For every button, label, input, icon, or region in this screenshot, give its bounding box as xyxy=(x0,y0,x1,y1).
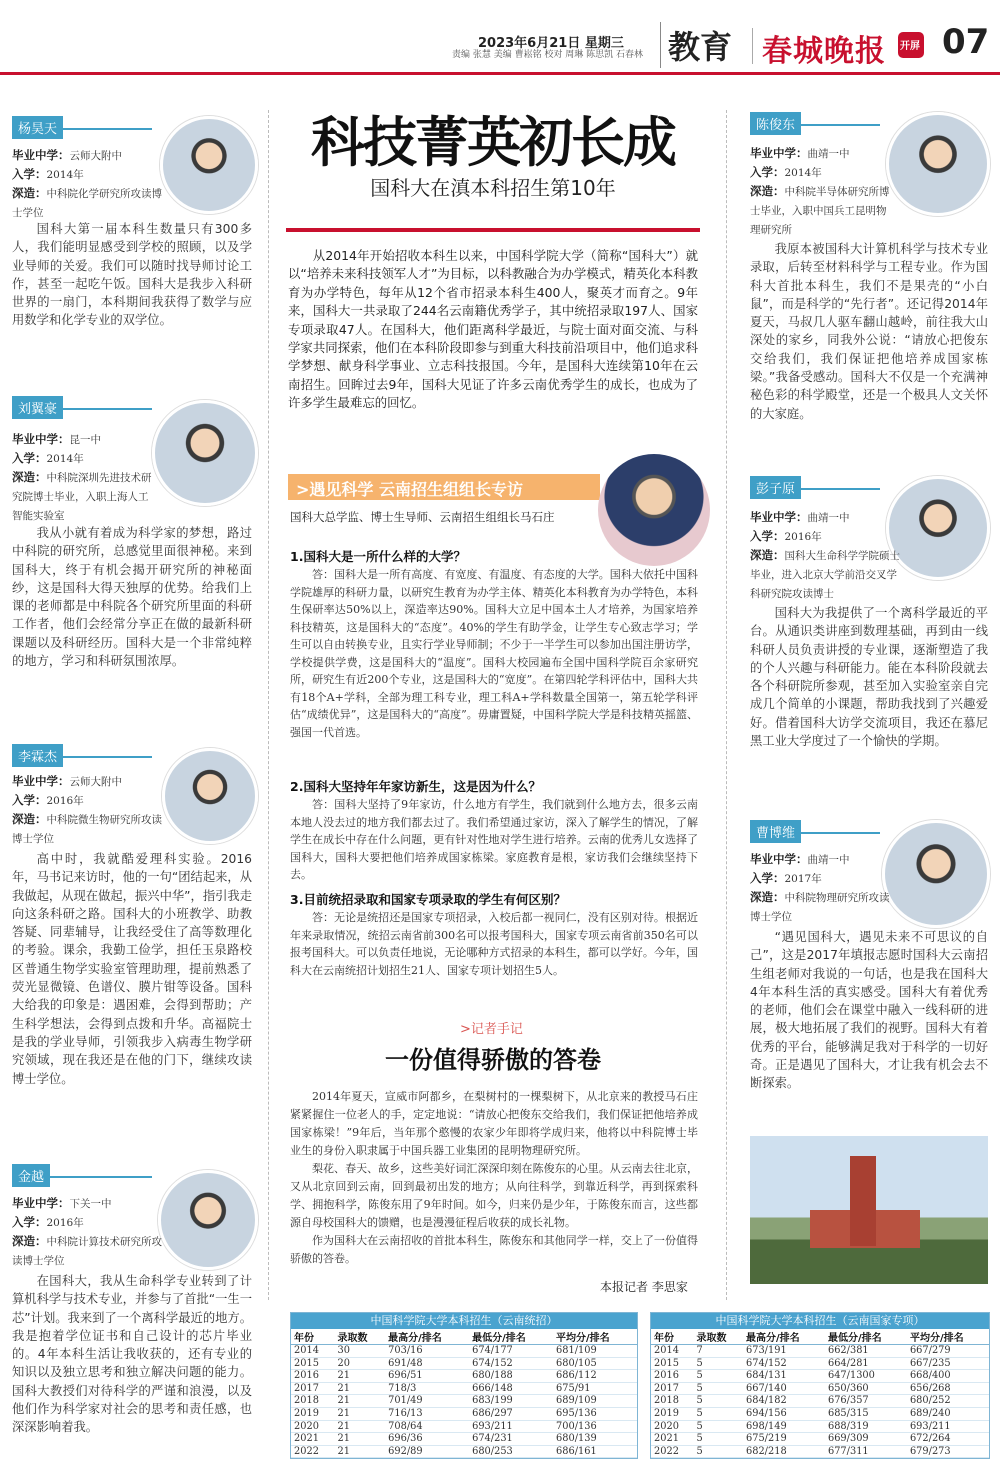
student-quote: 国科大为我提供了一个离科学最近的平台。从通识类讲座到数理基础，再到由一线科研人员负责讲授的专业课，逐渐塑造了我的个人兴趣与科研能力。能在本科阶段就去各个科研院所参观，甚至加入实验室亲自完成几个简单的小课题，帮助我找到了兴趣爱好。借着国科大访学交流项目，我还在慕尼黑工业大学度过了一个愉快的学期。 xyxy=(750,606,988,749)
table-row xyxy=(651,1357,989,1370)
year-label: 入学： xyxy=(750,165,785,179)
sub-headline: 国科大在滇本科招生第10年 xyxy=(370,176,616,200)
year-label: 入学： xyxy=(750,529,785,543)
student-card xyxy=(750,820,990,1110)
table-cell: 2016 xyxy=(651,1370,694,1383)
study-value: 国科大生命科学学院硕士毕业，进入北京大学前沿交叉学科研究院攻读博士 xyxy=(750,550,900,600)
column-rule xyxy=(268,110,269,1300)
table-cell: 650/360 xyxy=(825,1382,907,1395)
table-cell: 693/211 xyxy=(469,1420,553,1433)
student-avatar xyxy=(886,476,990,580)
table-cell: 2019 xyxy=(291,1407,335,1420)
study-label: 深造： xyxy=(12,470,47,484)
col-header: 平均分/排名 xyxy=(907,1329,989,1345)
table-cell: 675/91 xyxy=(553,1382,637,1395)
student-name: 杨昊天 xyxy=(12,116,63,139)
table-cell: 686/112 xyxy=(553,1370,637,1383)
table-cell: 5 xyxy=(694,1445,743,1458)
table-cell: 683/199 xyxy=(469,1395,553,1408)
table-cell: 5 xyxy=(694,1407,743,1420)
table-cell: 703/16 xyxy=(385,1345,469,1358)
table-cell: 688/319 xyxy=(825,1420,907,1433)
school-label: 毕业中学： xyxy=(750,146,808,160)
student-avatar xyxy=(886,112,990,216)
student-quote: 在国科大，我从生命科学专业转到了计算机科学与技术专业，并参与了首批“一生一芯”计划。我来到了一个离科学最近的地方。我是抱着学位证书和自己设计的芯片毕业的。4年本科生活让我收获的，还有专业的知识以及独立思考和独立解决问题的能力。国科大教授们对待科学的严谨和浪漫，以及他们作为科学家对社会的思考和责任感，也深深影响着我。 xyxy=(12,1274,253,1435)
intro-paragraph: 从2014年开始招收本科生以来，中国科学院大学（简称“国科大”）就以“培养未来科技领军人才”为目标，以科教融合为办学模式，精英化本科教育为办学特色，每年从12个省市招录本科生400人，聚英才而育之。9年来，国科大一共录取了244名云南籍优秀学子，其中统招录取197人、国家专项录取47人。在国科大，他们距离科学最近，与院士面对面交流、与科学家共同探索，他们在本科阶段即参与到重大科技前沿项目中，他们追求科学梦想、献身科学事业、立志科技报国。今年，是国科大连续第10年在云南招生。回眸过去9年，国科大见证了许多云南优秀学生的成长，也成为了许多学生最难忘的回忆。 xyxy=(288,248,698,411)
table-cell: 5 xyxy=(694,1395,743,1408)
student-card xyxy=(750,112,990,432)
table-cell: 7 xyxy=(694,1345,743,1358)
header-divider xyxy=(752,28,753,64)
col-header: 录取数 xyxy=(694,1329,743,1345)
table-cell: 695/136 xyxy=(553,1407,637,1420)
col-header: 年份 xyxy=(651,1329,694,1345)
student-card xyxy=(12,116,260,356)
answer-1: 答：国科大是一所有高度、有宽度、有温度、有态度的大学。国科大依托中国科学院雄厚的科研力量，以研究生教育为办学主体、精英化本科教育为办学特色，本科生保研率达50%以上，深造率达90%。国科大立足中国本土人才培养，为国家培养科技精英，这是国科大的“态度”。40%的学生有助学金，让学生专心致志学习；学生可以自由转换专业，且实行学业导师制；不少于一半学生可以参加出国注册访学，学校提供学费，这是国科大的“温度”。国科大校园遍布全国中国科学院百余家研究所，研究生有近200个专业，这是国科大的“宽度”。在第四轮学科评估中，国科大共有18个A+学科，全部为理工科专业，理工科A+学科数量全国第一，第五轮学科评估“成绩优异”，这是国科大的“高度”。毋庸置疑，中国科学院大学是科技精英摇篮、强国一代首选。 xyxy=(290,568,698,739)
admissions-table-special xyxy=(650,1312,990,1459)
kaiping-logo xyxy=(898,32,924,58)
table-cell: 662/381 xyxy=(825,1345,907,1358)
table-cell: 2017 xyxy=(651,1382,694,1395)
school-label: 毕业中学： xyxy=(750,510,808,524)
table-cell: 689/240 xyxy=(907,1407,989,1420)
headline-rule xyxy=(286,228,700,232)
table-cell: 21 xyxy=(335,1395,386,1408)
student-name: 陈俊东 xyxy=(750,112,801,135)
school-label: 毕业中学： xyxy=(12,432,70,446)
table-cell: 686/161 xyxy=(553,1445,637,1458)
table-row xyxy=(291,1433,637,1446)
table-cell: 2018 xyxy=(651,1395,694,1408)
table-cell: 684/131 xyxy=(743,1370,825,1383)
study-value: 中科院深圳先进技术研究院博士毕业，入职上海人工智能实验室 xyxy=(12,472,152,522)
table-cell: 2017 xyxy=(291,1382,335,1395)
table-cell: 2014 xyxy=(291,1345,335,1358)
table-cell: 667/235 xyxy=(907,1357,989,1370)
year-value: 2016年 xyxy=(46,795,84,807)
student-card xyxy=(12,744,260,1124)
clock-tower xyxy=(850,1156,876,1246)
answer-2: 答：国科大坚持了9年家访，什么地方有学生，我们就到什么地方去，很多云南本地人没去过的地方我们都去过了。我们希望通过家访，深入了解学生的情况，了解学生在成长中存在什么问题，更有针对性地对学生进行培养。云南的优秀儿女选择了国科大，国科大要把他们培养成国家栋梁。家庭教育是根，家访我们会继续坚持下去。 xyxy=(290,798,698,881)
student-meta xyxy=(750,508,900,603)
table-cell: 675/219 xyxy=(743,1433,825,1446)
study-label: 深造： xyxy=(12,812,47,826)
student-avatar xyxy=(152,400,258,506)
table-cell: 668/400 xyxy=(907,1370,989,1383)
table-cell: 2014 xyxy=(651,1345,694,1358)
answer-3: 答：无论是统招还是国家专项招录，入校后都一视同仁，没有区别对待。根据近年来录取情况，统招云南省前300名可以报考国科大，国家专项云南省前350名可以报考国科大。可以负责任地说，无论哪种方式招录的本科生，都可以学好。今年，国科大在云南统招计划招生21人、国家专项计划招生5人。 xyxy=(290,911,698,977)
table-row xyxy=(291,1420,637,1433)
interviewee-caption: 国科大总学监、博士生导师、云南招生组组长马石庄 xyxy=(290,510,555,524)
table-cell: 696/36 xyxy=(385,1433,469,1446)
page-number: 07 xyxy=(942,22,990,62)
table-cell: 2020 xyxy=(291,1420,335,1433)
col-header: 最高分/排名 xyxy=(385,1329,469,1345)
byline: 本报记者 李思家 xyxy=(600,1280,688,1294)
col-header: 年份 xyxy=(291,1329,335,1345)
student-quote: “遇见国科大，遇见未来不可思议的自己”，这是2017年填报志愿时国科大云南招生组老师对我说的一句话，也是我在国科大4年本科生活的真实感受。国科大有着优秀的老师，他们会在课堂中融入一线科研的进展，极大地拓展了我们的视野。国科大有着优秀的平台，能够满足我对于科学的一切好奇。正是遇见了国科大，才让我有机会去不断探索。 xyxy=(750,930,988,1091)
year-label: 入学： xyxy=(12,1215,47,1229)
study-value: 中科院物理研究所攻读博士学位 xyxy=(750,892,890,923)
table-cell: 693/211 xyxy=(907,1420,989,1433)
table-cell: 5 xyxy=(694,1420,743,1433)
table-row xyxy=(651,1420,989,1433)
table-row xyxy=(291,1357,637,1370)
school-label: 毕业中学： xyxy=(12,1196,70,1210)
logo-text: 开屏 xyxy=(900,41,920,52)
table-cell: 2019 xyxy=(651,1407,694,1420)
table-row xyxy=(651,1345,989,1358)
table-cell: 21 xyxy=(335,1420,386,1433)
col-header: 录取数 xyxy=(335,1329,386,1345)
student-name: 曹博维 xyxy=(750,820,801,843)
section-title: 教育 xyxy=(668,28,733,66)
table-cell: 667/279 xyxy=(907,1345,989,1358)
table-cell: 680/253 xyxy=(469,1445,553,1458)
student-avatar xyxy=(162,748,258,844)
table-cell: 692/89 xyxy=(385,1445,469,1458)
note-paragraph: 作为国科大在云南招收的首批本科生，陈俊东和其他同学一样，交上了一份值得骄傲的答卷。 xyxy=(290,1234,698,1265)
school-value: 曲靖一中 xyxy=(807,148,850,160)
table-cell: 30 xyxy=(335,1345,386,1358)
table-cell: 701/49 xyxy=(385,1395,469,1408)
table-row xyxy=(291,1395,637,1408)
school-value: 曲靖一中 xyxy=(807,854,850,866)
year-value: 2017年 xyxy=(784,873,822,885)
table-cell: 666/148 xyxy=(469,1382,553,1395)
student-quote: 国科大第一届本科生数量只有300多人，我们能明显感受到学校的照顾，以及学业导师的关爱。我们可以随时找导师讨论工作，甚至一起吃午饭。国科大是我步入科研世界的一扇门，本科期间我获得了数学与应用数学和化学专业的双学位。 xyxy=(12,222,252,328)
student-name: 金越 xyxy=(12,1164,50,1187)
header-rule xyxy=(0,72,1000,75)
col-header: 最低分/排名 xyxy=(469,1329,553,1345)
study-value: 中科院计算技术研究所攻读博士学位 xyxy=(12,1236,162,1267)
note-paragraph: 2014年夏天，宣威市阿都乡，在梨树村的一棵梨树下，从北京来的教授马石庄紧紧握住一位老人的手，定定地说：“请放心把俊东交给我们，我们保证把他培养成国家栋梁！”9年后，当年那个憨慢的农家少年即将学成归来，他将以中科院博士毕业生的身份入职隶属于中国兵器工业集团的昆明物理研究所。 xyxy=(290,1090,698,1157)
year-label: 入学： xyxy=(750,871,785,885)
student-card xyxy=(12,396,260,716)
col-header: 平均分/排名 xyxy=(553,1329,637,1345)
interviewee-photo xyxy=(598,454,710,566)
reporter-note-tag: >记者手记 xyxy=(460,1022,523,1037)
table-caption: 中国科学院大学本科招生（云南统招） xyxy=(291,1313,637,1329)
table-cell: 2021 xyxy=(651,1433,694,1446)
study-label: 深造： xyxy=(750,184,785,198)
year-value: 2014年 xyxy=(46,169,84,181)
column-rule xyxy=(726,110,727,1300)
table-row xyxy=(291,1445,637,1458)
study-label: 深造： xyxy=(12,1234,47,1248)
table-cell: 682/218 xyxy=(743,1445,825,1458)
student-meta xyxy=(12,1194,162,1270)
table-cell: 674/152 xyxy=(743,1357,825,1370)
interview-banner xyxy=(288,474,600,500)
year-label: 入学： xyxy=(12,167,47,181)
question-1: 1.国科大是一所什么样的大学？ xyxy=(290,549,466,564)
table-row xyxy=(291,1370,637,1383)
study-label: 深造： xyxy=(750,890,785,904)
table-cell: 681/109 xyxy=(553,1345,637,1358)
student-meta xyxy=(750,144,890,239)
school-label: 毕业中学： xyxy=(12,774,70,788)
table-cell: 708/64 xyxy=(385,1420,469,1433)
table-cell: 5 xyxy=(694,1433,743,1446)
campus-photo xyxy=(750,1136,988,1284)
student-quote: 我原本被国科大计算机科学与技术专业录取，后转至材料科学与工程专业。作为国科大首批本科生，我们不是果壳的“小白鼠”，而是科学的“先行者”。还记得2014年夏天，马叔几人驱车翻山越岭，前往我大山深处的家乡，同我外公说：“请放心把俊东交给我们，我们保证把他培养成国家栋梁。”我备受感动。国科大不仅是一个充满神秘色彩的科学殿堂，还是一个极具人文关怀的大家庭。 xyxy=(750,242,988,421)
student-card xyxy=(750,476,990,776)
table-cell: 716/13 xyxy=(385,1407,469,1420)
school-value: 曲靖一中 xyxy=(807,512,850,524)
table-cell: 21 xyxy=(335,1445,386,1458)
table-cell: 689/109 xyxy=(553,1395,637,1408)
student-meta xyxy=(12,430,152,525)
table-row xyxy=(291,1382,637,1395)
table-cell: 685/315 xyxy=(825,1407,907,1420)
school-value: 云师大附中 xyxy=(69,150,122,162)
student-name: 彭子原 xyxy=(750,476,801,499)
table-cell: 2018 xyxy=(291,1395,335,1408)
table-row xyxy=(651,1382,989,1395)
student-meta xyxy=(12,772,162,848)
table-cell: 21 xyxy=(335,1407,386,1420)
study-value: 中科院半导体研究所博士毕业，入职中国兵工昆明物理研究所 xyxy=(750,186,890,236)
table-cell: 680/188 xyxy=(469,1370,553,1383)
question-3: 3.目前统招录取和国家专项录取的学生有何区别？ xyxy=(290,892,566,907)
table-row xyxy=(651,1395,989,1408)
headline: 科技菁英初长成 xyxy=(311,110,675,174)
editor-credits: 责编 张慧 美编 曹崧铭 校对 周琳 陈思凯 石春林 xyxy=(452,50,644,60)
table-cell: 674/152 xyxy=(469,1357,553,1370)
table-cell: 21 xyxy=(335,1433,386,1446)
student-quote: 我从小就有着成为科学家的梦想，路过中科院的研究所，总感觉里面很神秘。来到国科大，终于有机会揭开研究所的神秘面纱，这是国科大得天独厚的优势。给我们上课的老师都是中科院各个研究所里面的科研工作者，他们会经常分享正在做的最新科研课题以及科研经历。国科大是一个非常纯粹的地方，学习和科研氛围浓厚。 xyxy=(12,526,252,669)
table-cell: 674/231 xyxy=(469,1433,553,1446)
year-value: 2016年 xyxy=(784,531,822,543)
table-cell: 680/105 xyxy=(553,1357,637,1370)
newspaper-name: 春城晚报 xyxy=(762,34,886,69)
year-value: 2014年 xyxy=(46,453,84,465)
issue-date: 2023年6月21日 星期三 xyxy=(478,36,624,51)
year-value: 2016年 xyxy=(46,1217,84,1229)
student-quote: 高中时，我就酷爱理科实验。2016年，马书记来访时，他的一句“团结起来，从我做起，从现在做起，振兴中华”，指引我走向这条科研之路。国科大的小班教学、助教答疑、同辈辅导，让我经受住了高等数理化的考验。课余，我勤工俭学，担任玉泉路校区普通生物学实验室管理助理，提前熟悉了荧光显微镜、色谱仪、膜片钳等设备。国科大给我的印象是：遇困难，会得到帮助；产生科学想法，会得到点拨和升华。高福院士是我的学业导师，引领我步入病毒生物学研究领域，现在我还是在他的门下，继续攻读博士学位。 xyxy=(12,852,253,1086)
student-name: 刘翼豪 xyxy=(12,396,63,419)
table-cell: 672/264 xyxy=(907,1433,989,1446)
table-cell: 673/191 xyxy=(743,1345,825,1358)
table-cell: 2016 xyxy=(291,1370,335,1383)
table-cell: 5 xyxy=(694,1370,743,1383)
study-label: 深造： xyxy=(750,548,785,562)
table-cell: 694/156 xyxy=(743,1407,825,1420)
school-value: 昆一中 xyxy=(69,434,101,446)
question-2: 2.国科大坚持年年家访新生，这是因为什么？ xyxy=(290,779,541,794)
table-row xyxy=(291,1345,637,1358)
table-cell: 669/309 xyxy=(825,1433,907,1446)
table-row xyxy=(651,1407,989,1420)
table-cell: 664/281 xyxy=(825,1357,907,1370)
table-cell: 2022 xyxy=(651,1445,694,1458)
table-cell: 698/149 xyxy=(743,1420,825,1433)
table-cell: 20 xyxy=(335,1357,386,1370)
table-cell: 674/177 xyxy=(469,1345,553,1358)
student-avatar xyxy=(882,820,990,928)
table-cell: 667/140 xyxy=(743,1382,825,1395)
table-cell: 680/252 xyxy=(907,1395,989,1408)
table-cell: 691/48 xyxy=(385,1357,469,1370)
reporter-note-title: 一份值得骄傲的答卷 xyxy=(385,1045,601,1074)
study-value: 中科院化学研究所攻读博士学位 xyxy=(12,188,162,219)
col-header: 最高分/排名 xyxy=(743,1329,825,1345)
table-cell: 2020 xyxy=(651,1420,694,1433)
table-cell: 686/297 xyxy=(469,1407,553,1420)
table-row xyxy=(651,1445,989,1458)
table-cell: 696/51 xyxy=(385,1370,469,1383)
table-cell: 700/136 xyxy=(553,1420,637,1433)
table-cell: 684/182 xyxy=(743,1395,825,1408)
interview-banner-text: >遇见科学 云南招生组组长专访 xyxy=(296,480,523,499)
table-cell: 2022 xyxy=(291,1445,335,1458)
table-cell: 2015 xyxy=(291,1357,335,1370)
student-meta xyxy=(750,850,890,926)
year-label: 入学： xyxy=(12,793,47,807)
note-paragraph: 梨花、春天、故乡，这些美好词汇深深印刻在陈俊东的心里。从云南去往北京，又从北京回到云南，回到最初出发的地方；从向往科学，到靠近科学，再到探索科学、拥抱科学，陈俊东用了9年时间。如今，归来仍是少年，于陈俊东而言，这些都源自母校国科大的馈赠，也是漫漫征程后收获的成长礼物。 xyxy=(290,1162,698,1229)
reporter-note-body xyxy=(290,1088,698,1268)
study-label: 深造： xyxy=(12,186,47,200)
table-cell: 680/139 xyxy=(553,1433,637,1446)
table-row xyxy=(291,1407,637,1420)
table-cell: 656/268 xyxy=(907,1382,989,1395)
year-value: 2014年 xyxy=(784,167,822,179)
table-cell: 718/3 xyxy=(385,1382,469,1395)
student-name: 李霖杰 xyxy=(12,744,63,767)
col-header: 最低分/排名 xyxy=(825,1329,907,1345)
table-cell: 679/273 xyxy=(907,1445,989,1458)
table-caption: 中国科学院大学本科招生（云南国家专项） xyxy=(651,1313,989,1329)
student-card xyxy=(12,1164,260,1464)
table-cell: 21 xyxy=(335,1370,386,1383)
table-row xyxy=(651,1433,989,1446)
table-cell: 676/357 xyxy=(825,1395,907,1408)
study-value: 中科院微生物研究所攻读博士学位 xyxy=(12,814,162,845)
table-cell: 647/1300 xyxy=(825,1370,907,1383)
year-label: 入学： xyxy=(12,451,47,465)
school-label: 毕业中学： xyxy=(12,148,70,162)
table-cell: 5 xyxy=(694,1357,743,1370)
table-cell: 2021 xyxy=(291,1433,335,1446)
school-value: 云师大附中 xyxy=(69,776,122,788)
table-cell: 5 xyxy=(694,1382,743,1395)
table-cell: 2015 xyxy=(651,1357,694,1370)
school-label: 毕业中学： xyxy=(750,852,808,866)
admissions-table-general xyxy=(290,1312,638,1459)
school-value: 下关一中 xyxy=(69,1198,112,1210)
student-meta xyxy=(12,146,162,222)
table-cell: 677/311 xyxy=(825,1445,907,1458)
header-divider xyxy=(660,22,661,68)
student-avatar xyxy=(158,1170,258,1270)
table-row xyxy=(651,1370,989,1383)
table-cell: 21 xyxy=(335,1382,386,1395)
student-avatar xyxy=(160,116,258,214)
